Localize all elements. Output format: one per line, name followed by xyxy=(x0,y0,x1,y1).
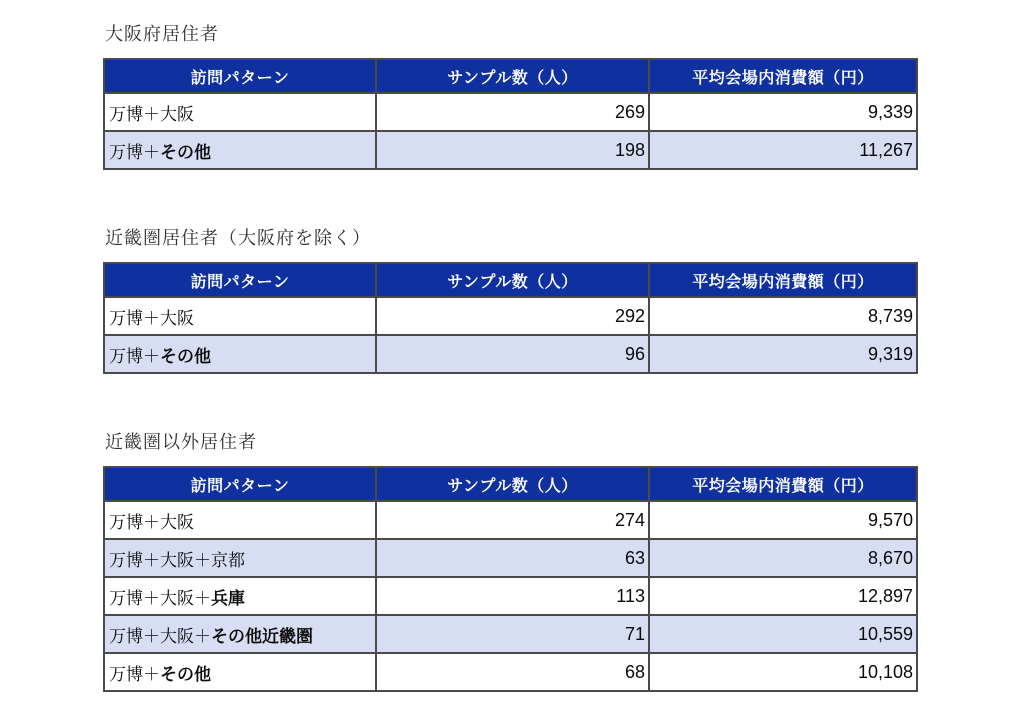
col-header-sample-count: サンプル数（人） xyxy=(376,263,649,297)
avg-spend-cell: 8,670 xyxy=(649,539,917,577)
avg-spend-cell: 9,319 xyxy=(649,335,917,373)
visit-pattern-cell xyxy=(104,539,376,577)
col-header-visit-pattern: 訪問パターン xyxy=(104,59,376,93)
col-header-avg-spend: 平均会場内消費額（円） xyxy=(649,467,917,501)
table-row xyxy=(104,297,917,335)
resident-table-section-kinki xyxy=(103,226,1024,374)
table-row xyxy=(104,335,917,373)
visit-pattern-table xyxy=(103,466,918,692)
table-title: 大阪府居住者 xyxy=(105,24,219,44)
avg-spend-cell: 12,897 xyxy=(649,577,917,615)
sample-count-cell: 63 xyxy=(376,539,649,577)
col-header-sample-count: サンプル数（人） xyxy=(376,467,649,501)
table-row xyxy=(104,93,917,131)
sample-count-cell: 198 xyxy=(376,131,649,169)
sample-count-cell: 292 xyxy=(376,297,649,335)
visit-pattern-segment: 万博＋大阪 xyxy=(109,512,194,532)
table-row xyxy=(104,539,917,577)
col-header-avg-spend: 平均会場内消費額（円） xyxy=(649,263,917,297)
visit-pattern-segment: 兵庫 xyxy=(211,588,245,608)
avg-spend-cell: 11,267 xyxy=(649,131,917,169)
col-header-avg-spend: 平均会場内消費額（円） xyxy=(649,59,917,93)
visit-pattern-cell xyxy=(104,501,376,539)
col-header-sample-count: サンプル数（人） xyxy=(376,59,649,93)
avg-spend-cell: 8,739 xyxy=(649,297,917,335)
visit-pattern-segment: その他 xyxy=(160,142,211,162)
sample-count-cell: 71 xyxy=(376,615,649,653)
visit-pattern-cell xyxy=(104,577,376,615)
table-row xyxy=(104,653,917,691)
visit-pattern-segment: 万博＋大阪 xyxy=(109,104,194,124)
avg-spend-cell: 9,339 xyxy=(649,93,917,131)
visit-pattern-cell xyxy=(104,615,376,653)
table-row xyxy=(104,577,917,615)
sample-count-cell: 269 xyxy=(376,93,649,131)
visit-pattern-segment: 万博＋ xyxy=(109,346,160,366)
col-header-visit-pattern: 訪問パターン xyxy=(104,467,376,501)
visit-pattern-cell xyxy=(104,131,376,169)
header-row xyxy=(104,59,917,93)
sample-count-cell: 274 xyxy=(376,501,649,539)
visit-pattern-segment: 万博＋大阪＋ xyxy=(109,626,211,646)
avg-spend-cell: 10,108 xyxy=(649,653,917,691)
avg-spend-cell: 9,570 xyxy=(649,501,917,539)
visit-pattern-cell xyxy=(104,297,376,335)
avg-spend-cell: 10,559 xyxy=(649,615,917,653)
visit-pattern-table xyxy=(103,262,918,374)
visit-pattern-segment: 万博＋大阪 xyxy=(109,308,194,328)
col-header-visit-pattern: 訪問パターン xyxy=(104,263,376,297)
visit-pattern-segment: 万博＋大阪＋京都 xyxy=(109,550,245,570)
visit-pattern-table xyxy=(103,58,918,170)
table-title: 近畿圏以外居住者 xyxy=(105,432,257,452)
visit-pattern-segment: 万博＋ xyxy=(109,142,160,162)
visit-pattern-segment: その他 xyxy=(160,346,211,366)
sample-count-cell: 113 xyxy=(376,577,649,615)
sample-count-cell: 96 xyxy=(376,335,649,373)
visit-pattern-segment: その他近畿圏 xyxy=(211,626,313,646)
table-row xyxy=(104,131,917,169)
sample-count-cell: 68 xyxy=(376,653,649,691)
resident-table-section-outside-kinki xyxy=(103,430,1024,692)
table-title: 近畿圏居住者（大阪府を除く） xyxy=(105,228,371,248)
visit-pattern-segment: その他 xyxy=(160,664,211,684)
header-row xyxy=(104,263,917,297)
visit-pattern-segment: 万博＋大阪＋ xyxy=(109,588,211,608)
header-row xyxy=(104,467,917,501)
resident-table-section-osaka xyxy=(103,22,1024,170)
visit-pattern-cell xyxy=(104,335,376,373)
table-row xyxy=(104,501,917,539)
visit-pattern-segment: 万博＋ xyxy=(109,664,160,684)
visit-pattern-cell xyxy=(104,653,376,691)
table-row xyxy=(104,615,917,653)
visit-pattern-cell xyxy=(104,93,376,131)
